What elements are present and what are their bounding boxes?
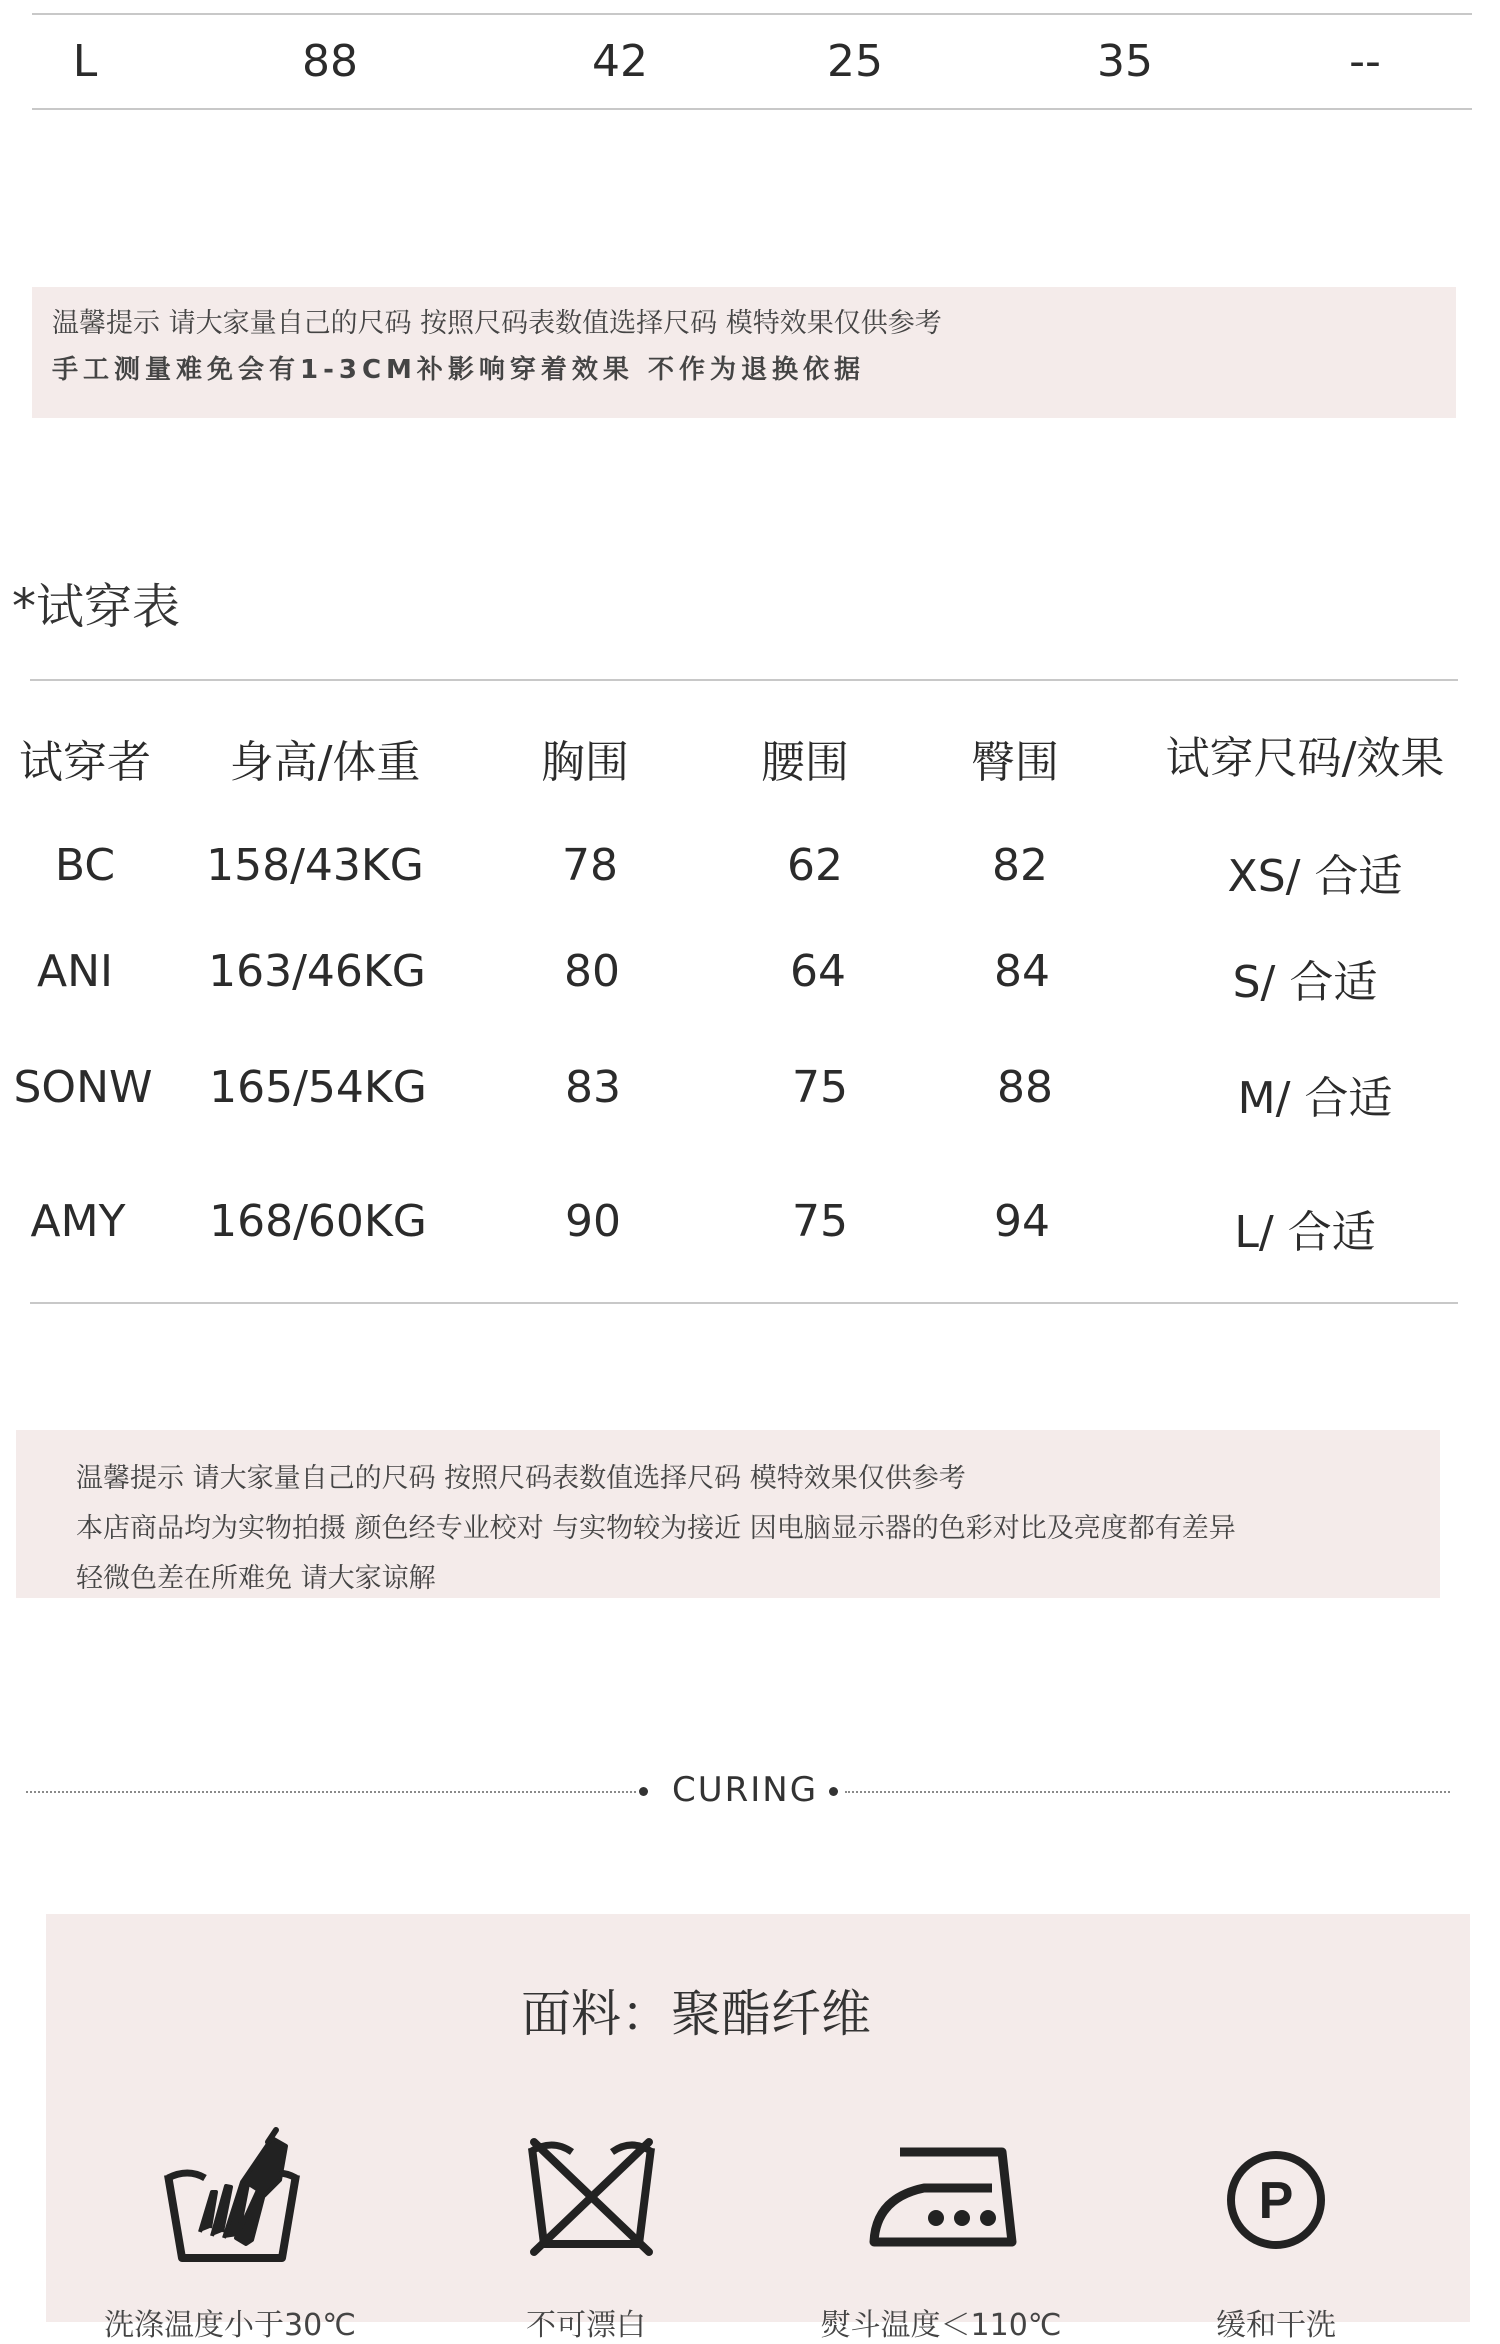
- tryon-top-line: [30, 679, 1458, 681]
- tryon-cell: 84: [994, 946, 1050, 997]
- tryon-cell: 165/54KG: [209, 1062, 427, 1113]
- divider-line-right: [845, 1791, 1450, 1793]
- svg-text:P: P: [1258, 2172, 1294, 2230]
- tryon-cell: 158/43KG: [206, 840, 424, 891]
- tryon-cell: ANI: [37, 946, 113, 997]
- tryon-cell: BC: [54, 840, 116, 891]
- care-label: 洗涤温度小于30℃: [104, 2308, 356, 2343]
- care-label: 缓和干洗: [1216, 2308, 1336, 2343]
- divider-dot: [639, 1787, 648, 1796]
- tryon-cell: 168/60KG: [209, 1196, 427, 1247]
- tryon-cell: S/ 合适: [1232, 957, 1378, 1008]
- tryon-cell: SONW: [13, 1062, 153, 1113]
- care-label: 不可漂白: [526, 2308, 646, 2343]
- tryon-cell: 90: [565, 1196, 621, 1247]
- tryon-cell: L/ 合适: [1234, 1207, 1376, 1258]
- tryon-header-cell: 腰围: [761, 737, 849, 788]
- tryon-cell: 163/46KG: [208, 946, 426, 997]
- tryon-cell: 75: [792, 1062, 848, 1113]
- tryon-bottom-line: [30, 1302, 1458, 1304]
- tryon-cell: 75: [792, 1196, 848, 1247]
- tryon-cell: AMY: [30, 1196, 126, 1247]
- size-table-top-line: [32, 13, 1472, 15]
- size-cell: 25: [827, 36, 883, 87]
- size-cell: 42: [592, 36, 648, 87]
- fabric-title: 面料：聚酯纤维: [521, 1985, 871, 2043]
- divider-line-left: [26, 1791, 636, 1793]
- tryon-cell: M/ 合适: [1237, 1073, 1393, 1124]
- size-cell: L: [72, 36, 98, 87]
- notice-box: [16, 1430, 1440, 1598]
- tryon-cell: 62: [787, 840, 843, 891]
- no-bleach-icon: [524, 2134, 659, 2259]
- curing-label: CURING: [672, 1770, 819, 1810]
- tryon-cell: 88: [997, 1062, 1053, 1113]
- tryon-header-cell: 臀围: [971, 737, 1059, 788]
- iron-icon: [864, 2142, 1019, 2257]
- tryon-cell: 82: [992, 840, 1048, 891]
- tryon-cell: 80: [564, 946, 620, 997]
- notice-text: 温馨提示 请大家量自己的尺码 按照尺码表数值选择尺码 模特效果仅供参考: [76, 1463, 966, 1494]
- tryon-header-cell: 试穿尺码/效果: [1165, 733, 1445, 784]
- tryon-header-cell: 胸围: [541, 737, 629, 788]
- notice-text: 轻微色差在所难免 请大家谅解: [76, 1563, 436, 1594]
- tryon-cell: 64: [790, 946, 846, 997]
- size-cell: 88: [302, 36, 358, 87]
- tryon-cell: 78: [562, 840, 618, 891]
- tryon-cell: XS/ 合适: [1227, 851, 1403, 902]
- tryon-title: *试穿表: [12, 579, 181, 635]
- notice-text: 本店商品均为实物拍摄 颜色经专业校对 与实物较为接近 因电脑显示器的色彩对比及亮度都有差异: [76, 1513, 1236, 1544]
- notice-box: [32, 287, 1456, 418]
- hand-wash-icon: [160, 2120, 305, 2270]
- notice-text: 手工测量难免会有1-3CM补影响穿着效果 不作为退换依据: [52, 355, 865, 385]
- tryon-header-cell: 身高/体重: [229, 737, 421, 788]
- dry-clean-icon: [1224, 2148, 1328, 2252]
- tryon-header-cell: 试穿者: [19, 737, 151, 788]
- care-label: 熨斗温度＜110℃: [820, 2308, 1062, 2343]
- tryon-cell: 83: [565, 1062, 621, 1113]
- tryon-cell: 94: [994, 1196, 1050, 1247]
- divider-dot: [829, 1787, 838, 1796]
- size-table-bottom-line: [32, 108, 1472, 110]
- notice-text: 温馨提示 请大家量自己的尺码 按照尺码表数值选择尺码 模特效果仅供参考: [52, 308, 942, 339]
- care-panel: [46, 1914, 1470, 2343]
- size-cell: --: [1349, 36, 1381, 87]
- size-cell: 35: [1097, 36, 1153, 87]
